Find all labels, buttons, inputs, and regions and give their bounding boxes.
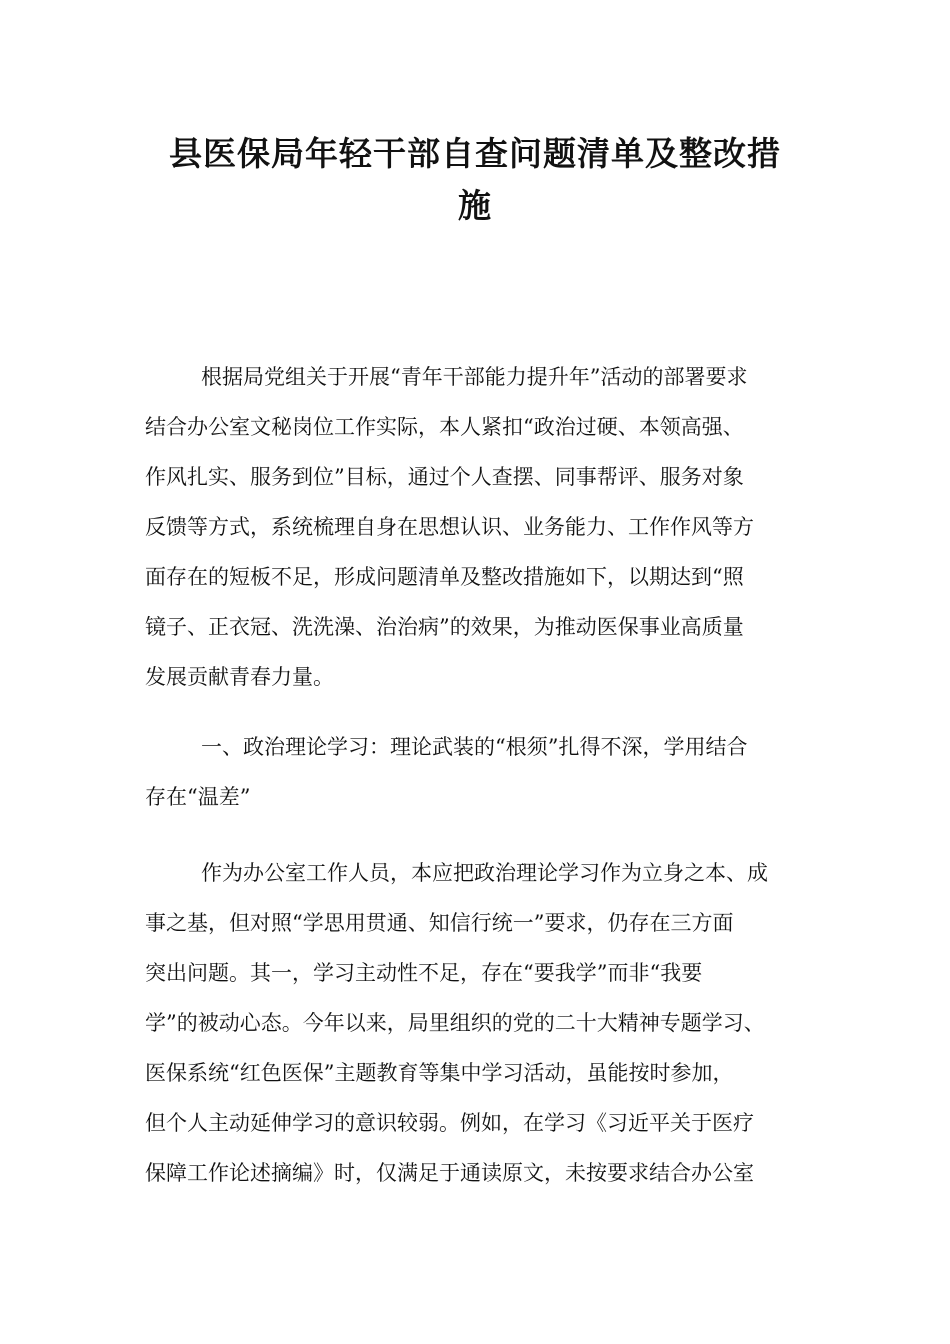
paragraph-line: 反馈等方式，系统梳理自身在思想认识、业务能力、工作作风等方 [145, 515, 754, 539]
paragraph-line: 面存在的短板不足，形成问题清单及整改措施如下，以期达到“照 [145, 565, 744, 589]
paragraph-line: 根据局党组关于开展“青年干部能力提升年”活动的部署要求 [201, 365, 748, 389]
document-title [140, 128, 810, 232]
paragraph-line: 事之基，但对照“学思用贯通、知信行统一”要求，仍存在三方面 [145, 911, 734, 935]
paragraph-line: 发展贡献青春力量。 [145, 665, 334, 689]
paragraph-line: 保障工作论述摘编》时，仅满足于通读原文，未按要求结合办公室 [145, 1161, 754, 1185]
paragraph-line: 学”的被动心态。今年以来，局里组织的党的二十大精神专题学习、 [145, 1011, 765, 1035]
title-line: 施 [458, 186, 492, 225]
paragraph-line: 结合办公室文秘岗位工作实际，本人紧扣“政治过硬、本领高强、 [145, 415, 744, 439]
body-paragraph [145, 848, 825, 1198]
heading-line: 存在“温差” [145, 785, 251, 809]
paragraph-line: 医保系统“红色医保”主题教育等集中学习活动，虽能按时参加， [145, 1061, 734, 1085]
section-heading [145, 722, 825, 822]
heading-line: 一、政治理论学习：理论武装的“根须”扎得不深，学用结合 [201, 735, 748, 759]
intro-paragraph [145, 352, 825, 702]
paragraph-line: 作风扎实、服务到位”目标，通过个人查摆、同事帮评、服务对象 [145, 465, 744, 489]
title-line: 县医保局年轻干部自查问题清单及整改措 [169, 134, 781, 173]
paragraph-line: 但个人主动延伸学习的意识较弱。例如，在学习《习近平关于医疗 [145, 1111, 754, 1135]
paragraph-line: 镜子、正衣冠、洗洗澡、治治病”的效果，为推动医保事业高质量 [145, 615, 744, 639]
paragraph-line: 突出问题。其一，学习主动性不足，存在“要我学”而非“我要 [145, 961, 703, 985]
paragraph-line: 作为办公室工作人员，本应把政治理论学习作为立身之本、成 [201, 861, 768, 885]
